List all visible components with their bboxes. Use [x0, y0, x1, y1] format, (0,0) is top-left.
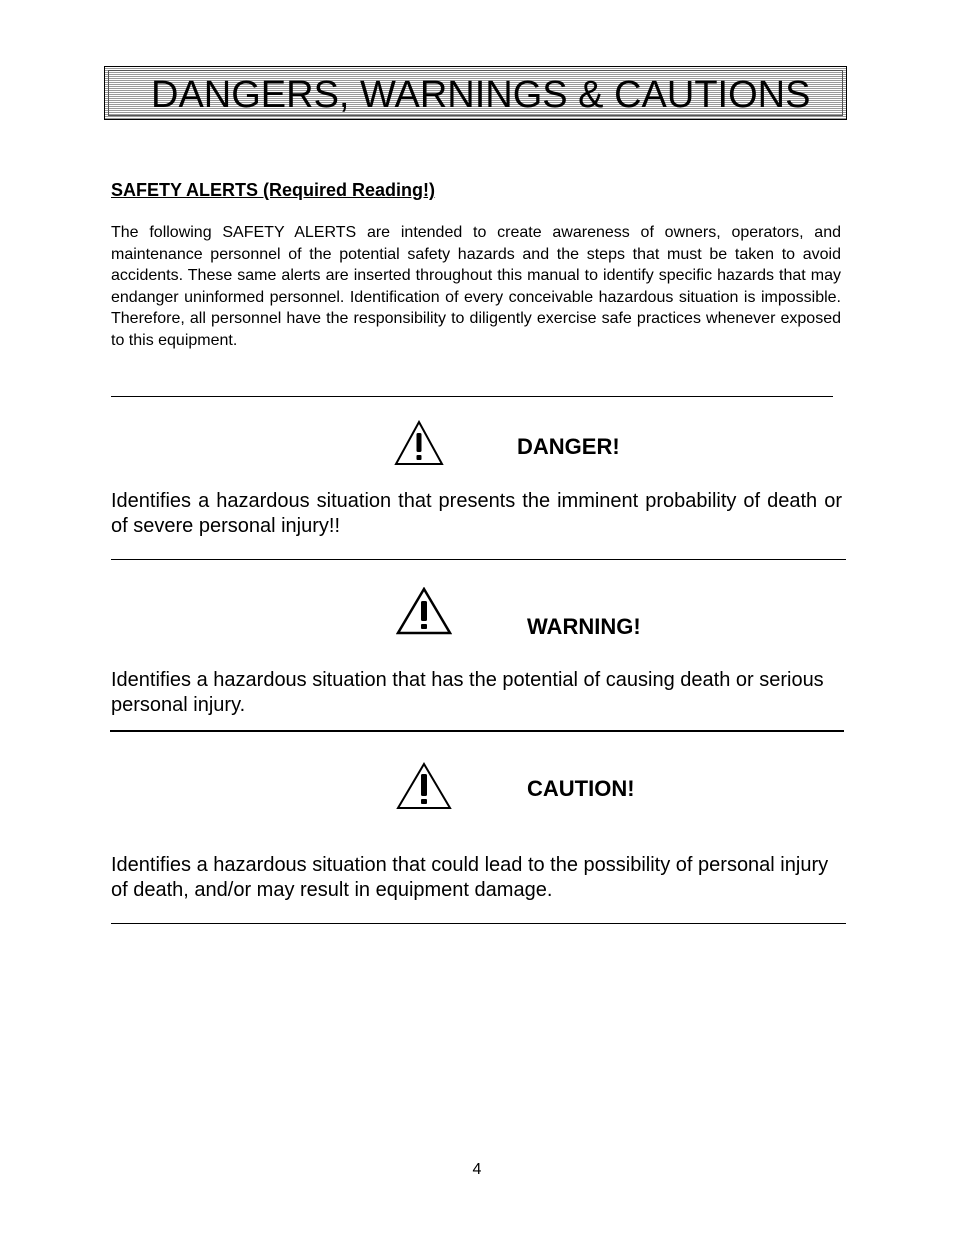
danger-description: Identifies a hazardous situation that presents the imminent probability of death or of severe personal injury!!	[111, 490, 842, 537]
page-number: 4	[472, 1161, 482, 1178]
divider-rule	[111, 923, 846, 924]
divider-rule	[110, 730, 844, 732]
warning-triangle-icon	[396, 587, 452, 635]
divider-rule	[111, 559, 846, 560]
page-title: DANGERS, WARNINGS & CAUTIONS	[151, 74, 811, 116]
warning-description: Identifies a hazardous situation that has the potential of causing death or serious personal injury.	[111, 669, 824, 716]
warning-triangle-icon	[394, 420, 444, 466]
divider-rule	[111, 396, 833, 397]
warning-label: WARNING!	[527, 614, 641, 639]
caution-description: Identifies a hazardous situation that could lead to the possibility of personal injury of death, and/or may result in equipment damage.	[111, 854, 829, 901]
page-title-banner	[104, 66, 847, 120]
intro-paragraph: The following SAFETY ALERTS are intended to create awareness of owners, operators, and maintenance personnel of the potential safety hazards and the steps that must be taken to avoid accidents. These same alerts are inserted throughout this manual to identify specific hazards that may endanger uninformed personnel. Identification of every conceivable hazardous situation is impossible. Therefore, all personnel have the responsibility to diligently exercise safe practices whenever exposed to this equipment.	[111, 224, 841, 349]
warning-triangle-icon	[396, 762, 452, 810]
caution-label: CAUTION!	[527, 776, 635, 801]
danger-label: DANGER!	[517, 434, 620, 459]
section-heading: SAFETY ALERTS (Required Reading!)	[111, 180, 436, 200]
